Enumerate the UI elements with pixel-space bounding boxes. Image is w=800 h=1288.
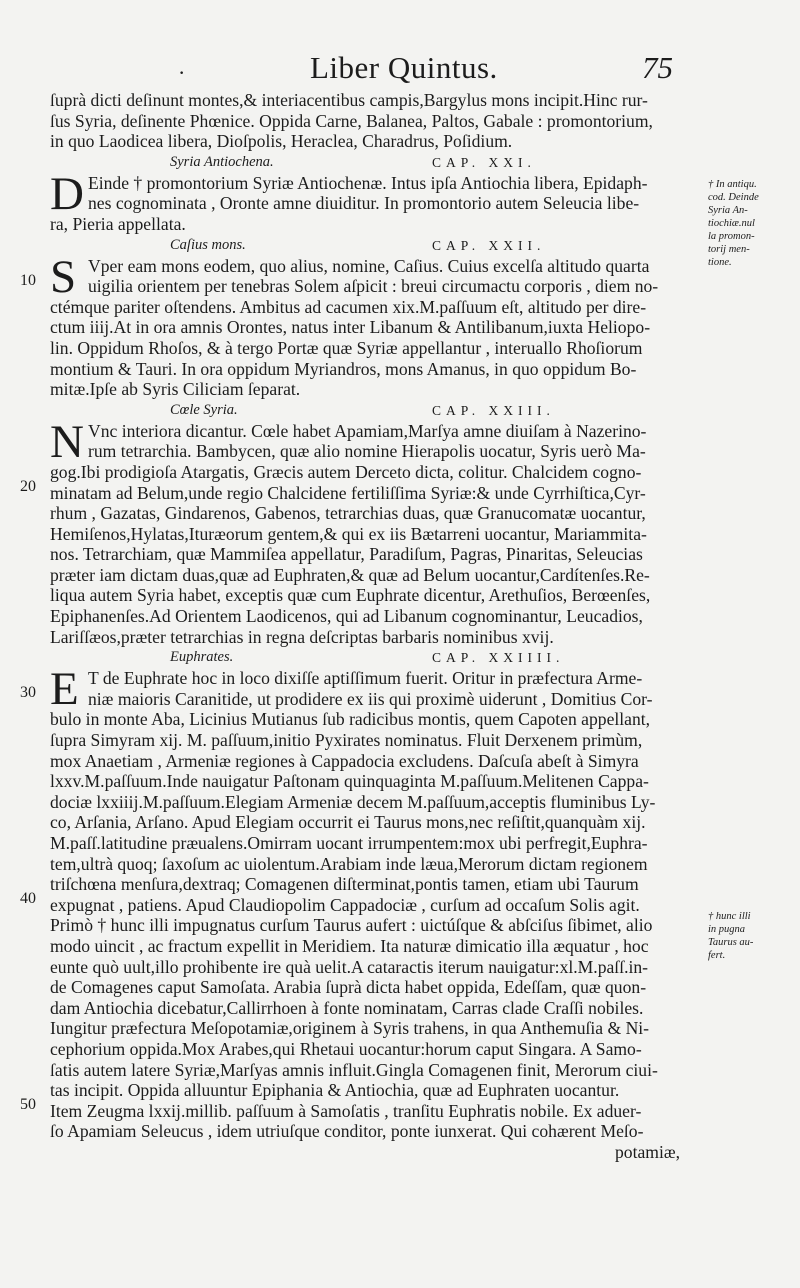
- text-line: præter iam dictam duas,quæ ad Euphraten,& quæ ad Belum uocantur,Cardítenſes.Re-: [50, 564, 650, 585]
- text-line: dam Antiochia dicebatur,Callirrhoen à fonte nominatam, Carras clade Craſſi nobiles.: [50, 997, 644, 1018]
- chapter-number: CAP. XXIII.: [432, 402, 555, 418]
- line-number: 20: [20, 478, 36, 495]
- chapter-title: Euphrates.: [170, 649, 234, 666]
- line-number: 10: [20, 272, 36, 289]
- text-line: Vnc interiora dicantur. Cœle habet Apamiam,Marſya amne diuiſam à Nazerino-: [88, 420, 647, 441]
- text-line: nos. Tetrarchiam, quæ Mammiſea appellatur, Paradiſum, Pagras, Pinaritas, Seleucias: [50, 544, 643, 565]
- running-head-dot: ·: [178, 60, 186, 85]
- text-line: triſchœna menſura,dextraq; Comagenen diſterminat,pontis tamen, etiam ubi Taurum: [50, 874, 639, 895]
- text-line: gog.Ibi prodigioſa Atargatis, Græcis autem Derceto dicta, colitur. Chalcidem cogno-: [50, 461, 642, 482]
- chapter-number: CAP. XXIIII.: [432, 650, 565, 666]
- text-line: M.paſſ.latitudine præualens.Omirram uocant irrumpentem:mox ubi perfregit,Euphra-: [50, 833, 648, 853]
- margin-note-line: tione.: [708, 257, 732, 268]
- text-line: ctémque pariter oſtendens. Ambitus ad cacumen xix.M.paſſuum eſt, altitudo per dire-: [50, 296, 647, 317]
- margin-note-line: in pugna: [708, 924, 746, 935]
- text-line: expugnat , patiens. Apud Claudiopolim Cappadociæ , curſum ad occaſum Solis agit.: [50, 894, 640, 915]
- text-line: Epiphanenſes.Ad Orientem Laodicenos, qui ad Libanum cognominantur, Leucadios,: [50, 606, 643, 627]
- body-text: [50, 90, 680, 1163]
- margin-note-line: tiochiæ.nul: [708, 218, 755, 229]
- text-line: Vper eam mons eodem, quo alius, nomine, Caſius. Cuius excelſa altitudo quarta: [88, 255, 650, 276]
- text-line: liqua autem Syria habet, exceptis quæ cum Euphrate dicentur, Arethuſios, Berœenſes,: [50, 585, 651, 606]
- line-number: 30: [20, 684, 36, 701]
- text-line: lin. Oppidum Rhoſos, & à tergo Portæ quæ Syriæ appellantur , interuallo Rhoſiorum: [50, 337, 643, 358]
- text-line: ctum iiij.At in ora amnis Orontes, natus inter Libanum & Antilibanum,iuxta Heliopo-: [50, 317, 651, 338]
- text-line: Item Zeugma lxxij.millib. paſſuum à Samoſatis , tranſitu Euphratis nobile. Ex aduer-: [50, 1100, 642, 1121]
- chapter-paragraph: [50, 415, 680, 648]
- chapter-paragraph: [50, 663, 680, 1162]
- drop-cap: D: [50, 167, 84, 220]
- chapter-title: Syria Antiochena.: [170, 153, 274, 170]
- text-line: tas incipit. Oppida alluuntur Epiphania & Antiochia, quæ ad Euphraten uocantur.: [50, 1080, 620, 1101]
- margin-note-line: cod. Deinde: [708, 192, 759, 203]
- margin-note: [708, 910, 788, 962]
- text-line: ſupra Simyram xij. M. paſſuum,initio Pyxirates nominatus. Fluit Derxenem primùm,: [50, 730, 643, 751]
- text-line: bulo in monte Aba, Licinius Mutianus ſub radicibus montis, quem Capoten appellant,: [50, 709, 651, 730]
- margin-note-line: † In antiqu.: [708, 179, 757, 190]
- drop-cap: N: [50, 415, 84, 468]
- chapter-number: CAP. XXI.: [432, 154, 536, 170]
- text-line: in quo Laodicea libera, Dioſpolis, Heraclea, Charadrus, Poſidium.: [50, 131, 513, 152]
- chapter-number: CAP. XXII.: [432, 237, 546, 253]
- chapter-heading: [50, 647, 680, 668]
- text-line: rum tetrarchia. Bambycen, quæ alio nomine Hierapolis uocatur, Syris uerò Ma-: [88, 441, 646, 462]
- drop-cap: E: [50, 663, 79, 716]
- text-line: dociæ lxxiiij.M.paſſuum.Elegiam Armeniæ decem M.paſſuum,acceptis fluminibus Ly-: [50, 791, 656, 812]
- text-line: ſatis autem latere Syriæ,Marſyas amnis influit.Gingla Comagenen finit, Merorum ciui-: [50, 1059, 658, 1080]
- text-line: mitæ.Ipſe ab Syris Ciliciam ſeparat.: [50, 379, 301, 400]
- text-line: T de Euphrate hoc in loco dixiſſe aptiſſimum fuerit. Oritur in præfectura Arme-: [88, 668, 643, 689]
- margin-note-line: Syria An-: [708, 205, 748, 216]
- line-number: 50: [20, 1096, 36, 1113]
- text-line: ſus Syria, deſinente Phœnice. Oppida Carne, Balanea, Paltos, Gabale : promontorium,: [50, 110, 653, 131]
- text-line: co, Arſania, Arſano. Apud Elegiam occurrit ei Taurus mons,nec reſiſtit,quanquàm xij.: [50, 812, 646, 833]
- margin-note-line: torij men-: [708, 244, 750, 255]
- running-head: [60, 50, 680, 90]
- chapter-heading: [50, 400, 680, 421]
- margin-note-line: la promon-: [708, 231, 755, 242]
- text-line: uigilia orientem per tenebras Solem aſpicit : breui circumactu corporis , diem no-: [88, 276, 659, 297]
- running-head-title: Liber Quintus.: [310, 50, 498, 85]
- margin-note-line: Taurus au-: [708, 937, 754, 948]
- chapter-title: Cœle Syria.: [170, 401, 238, 418]
- text-line: ſuprà dicti deſinunt montes,& interiacentibus campis,Bargylus mons incipit.Hinc rur-: [50, 90, 648, 110]
- text-line: Primò † hunc illi impugnatus curſum Taurus aufert : uictúſque & abſciſus ſibimet, alio: [50, 915, 653, 936]
- text-line: tem,ultrà quoq; ſaxoſum ac uiolentum.Arabiam inde læua,Merorum dictam regionem: [50, 853, 648, 874]
- chapter-heading: [50, 235, 680, 256]
- text-line: ra, Pieria appellata.: [50, 213, 186, 234]
- text-line: Iungitur præfectura Meſopotamiæ,originem à Syris trahens, in qua Anthemuſia & Ni-: [50, 1018, 650, 1039]
- chapter-heading: [50, 152, 680, 173]
- text-line: nes cognominata , Oronte amne diuiditur. In promontorio autem Seleucia libe-: [88, 193, 640, 214]
- text-line: modo uincit , ac fractum expellit in Meridiem. Ita naturæ dimicatio illa æquatur , hoc: [50, 935, 649, 956]
- intro-paragraph: [50, 90, 680, 152]
- text-line: potamiæ,: [615, 1141, 680, 1162]
- text-line: cephorium oppida.Mox Arabes,qui Rhetaui uocantur:horum caput Singara. A Samo-: [50, 1038, 642, 1059]
- chapter-paragraph: [50, 250, 680, 400]
- text-line: lxxv.M.paſſuum.Inde nauigatur Paſtonam quinquaginta M.paſſuum.Melitenen Cappa-: [50, 771, 649, 792]
- line-number: 40: [20, 890, 36, 907]
- margin-note-line: † hunc illi: [708, 911, 751, 922]
- text-line: minatam ad Belum,unde regio Chalcidene fertiliſſima Syriæ:& unde Cyrrhiſtica,Cyr-: [50, 482, 646, 503]
- text-line: Hemiſenos,Hylatas,Ituræorum gentem,& qui ex iis Bætarreni uocantur, Mariammita-: [50, 523, 647, 544]
- drop-cap: S: [50, 250, 77, 303]
- text-line: de Comagenes caput Samoſata. Arabia ſuprà dicta habet oppida, Edeſſam, quæ quon-: [50, 977, 647, 998]
- text-line: montium & Tauri. In ora oppidum Myriandros, mons Amanus, in quo oppidum Bo-: [50, 358, 637, 379]
- page-number: 75: [642, 50, 673, 85]
- text-line: rhum , Gazatas, Gindarenos, Gabenos, tetrarchias duas, quæ Granucomatæ uocantur,: [50, 503, 646, 524]
- text-line: Lariſſæos,præter tetrarchias in regna deſcriptas barbaris nominibus xvij.: [50, 626, 554, 647]
- text-line: eunte quò uult,illo prohibente ire quà uelit.A cataractis iterum nauigatur:xl.M.paſſ.in-: [50, 956, 649, 977]
- text-line: niæ maioris Caranitide, ut prodidere ex iis qui proximè uiderunt , Domitius Cor-: [88, 688, 653, 709]
- text-line: ſo Apamiam Seleucus , idem utriuſque conditor, ponte iunxerat. Qui cohærent Meſo-: [50, 1121, 644, 1142]
- margin-note: [708, 178, 788, 269]
- chapter-title: Caſius mons.: [170, 236, 246, 253]
- chapter-paragraph: [50, 167, 680, 235]
- text-line: mox Anaetiam , Armeniæ regiones à Cappadocia excludens. Daſcuſa abeſt à Simyra: [50, 750, 639, 771]
- margin-note-line: fert.: [708, 950, 726, 961]
- text-line: Einde † promontorium Syriæ Antiochenæ. Intus ipſa Antiochia libera, Epidaph-: [88, 172, 648, 193]
